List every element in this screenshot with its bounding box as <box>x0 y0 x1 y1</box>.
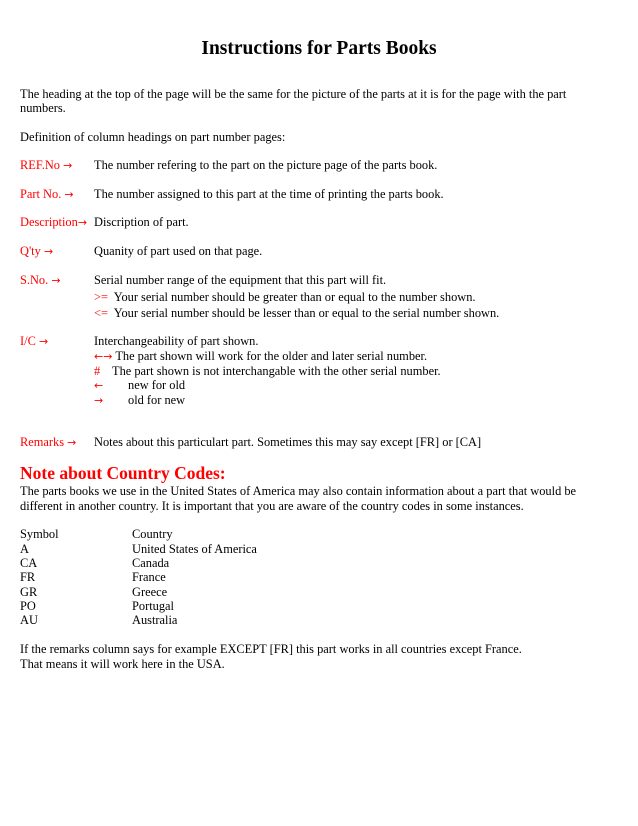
table-row-symbol: CA <box>20 556 38 570</box>
closing-line-1: If the remarks column says for example EXCEPT [FR] this part works in all countries except France. <box>20 642 522 656</box>
table-row-country: United States of America <box>132 542 257 556</box>
closing-line-2: That means it will work here in the USA. <box>20 657 225 671</box>
sno-label: S.No. → <box>20 273 61 287</box>
table-row-country: France <box>132 570 166 584</box>
table-row-country: Greece <box>132 585 168 599</box>
part-no-label: Part No. → <box>20 187 74 201</box>
left-arrow-icon: ← <box>94 379 104 392</box>
hash-symbol: # <box>94 364 101 378</box>
right-arrow-icon: → <box>38 335 49 348</box>
right-arrow-icon: → <box>94 394 104 407</box>
remarks-label: Remarks → <box>20 435 77 449</box>
right-arrow-icon: → <box>64 188 74 201</box>
description-label: Description→ <box>20 215 88 229</box>
page-title: Instructions for Parts Books <box>201 38 437 59</box>
right-arrow-icon: → <box>43 245 54 258</box>
qty-description: Quanity of part used on that page. <box>94 244 263 258</box>
table-row-country: Canada <box>132 556 170 570</box>
country-para-line-1: The parts books we use in the United States of America may also contain information about a part that would be <box>20 484 577 498</box>
sno-greater-equal-line: >= Your serial number should be greater than or equal to the number shown. <box>94 290 476 304</box>
table-header-symbol: Symbol <box>20 527 59 541</box>
left-right-arrow-icon: ←→ <box>94 350 113 363</box>
lesser-equal-symbol: <= <box>94 306 108 320</box>
table-row-country: Portugal <box>132 599 174 613</box>
ref-no-label: REF.No → <box>20 158 73 172</box>
right-arrow-icon: → <box>67 436 77 449</box>
part-no-description: The number assigned to this part at the time of printing the parts book. <box>94 187 444 201</box>
country-para-line-2: different in another country. It is important that you are aware of the country codes in some instances. <box>20 499 524 513</box>
country-codes-heading: Note about Country Codes: <box>20 463 226 483</box>
description-description: Discription of part. <box>94 215 189 229</box>
right-arrow-icon: → <box>51 274 61 287</box>
right-arrow-icon: → <box>77 216 88 229</box>
sno-lesser-equal-line: <= Your serial number should be lesser than or equal to the serial number shown. <box>94 306 500 320</box>
table-row-symbol: FR <box>20 570 36 584</box>
table-header-country: Country <box>132 527 173 541</box>
table-row-symbol: PO <box>20 599 36 613</box>
ic-hash-line: # The part shown is not interchangable with the other serial number. <box>94 364 441 378</box>
sno-description: Serial number range of the equipment that this part will fit. <box>94 273 387 287</box>
table-row-symbol: AU <box>20 613 38 627</box>
table-row-country: Australia <box>132 613 178 627</box>
ic-label: I/C → <box>20 334 49 348</box>
ref-no-description: The number refering to the part on the picture page of the parts book. <box>94 158 438 172</box>
greater-equal-symbol: >= <box>94 290 108 304</box>
qty-label: Q'ty → <box>20 244 54 258</box>
ic-left-line: ← new for old <box>94 378 186 392</box>
right-arrow-icon: → <box>63 159 73 172</box>
definition-heading: Definition of column headings on part number pages: <box>20 130 286 144</box>
ic-description: Interchangeability of part shown. <box>94 334 259 348</box>
remarks-description: Notes about this particulart part. Sometimes this may say except [FR] or [CA] <box>94 435 482 449</box>
table-row-symbol: A <box>20 542 29 556</box>
table-row-symbol: GR <box>20 585 38 599</box>
ic-right-line: → old for new <box>94 393 186 407</box>
ic-both-line: ←→ The part shown will work for the older and later serial number. <box>94 349 428 363</box>
intro-line-1: The heading at the top of the page will be the same for the picture of the parts at it is for the page with the part <box>20 87 567 101</box>
intro-line-2: numbers. <box>20 101 66 115</box>
